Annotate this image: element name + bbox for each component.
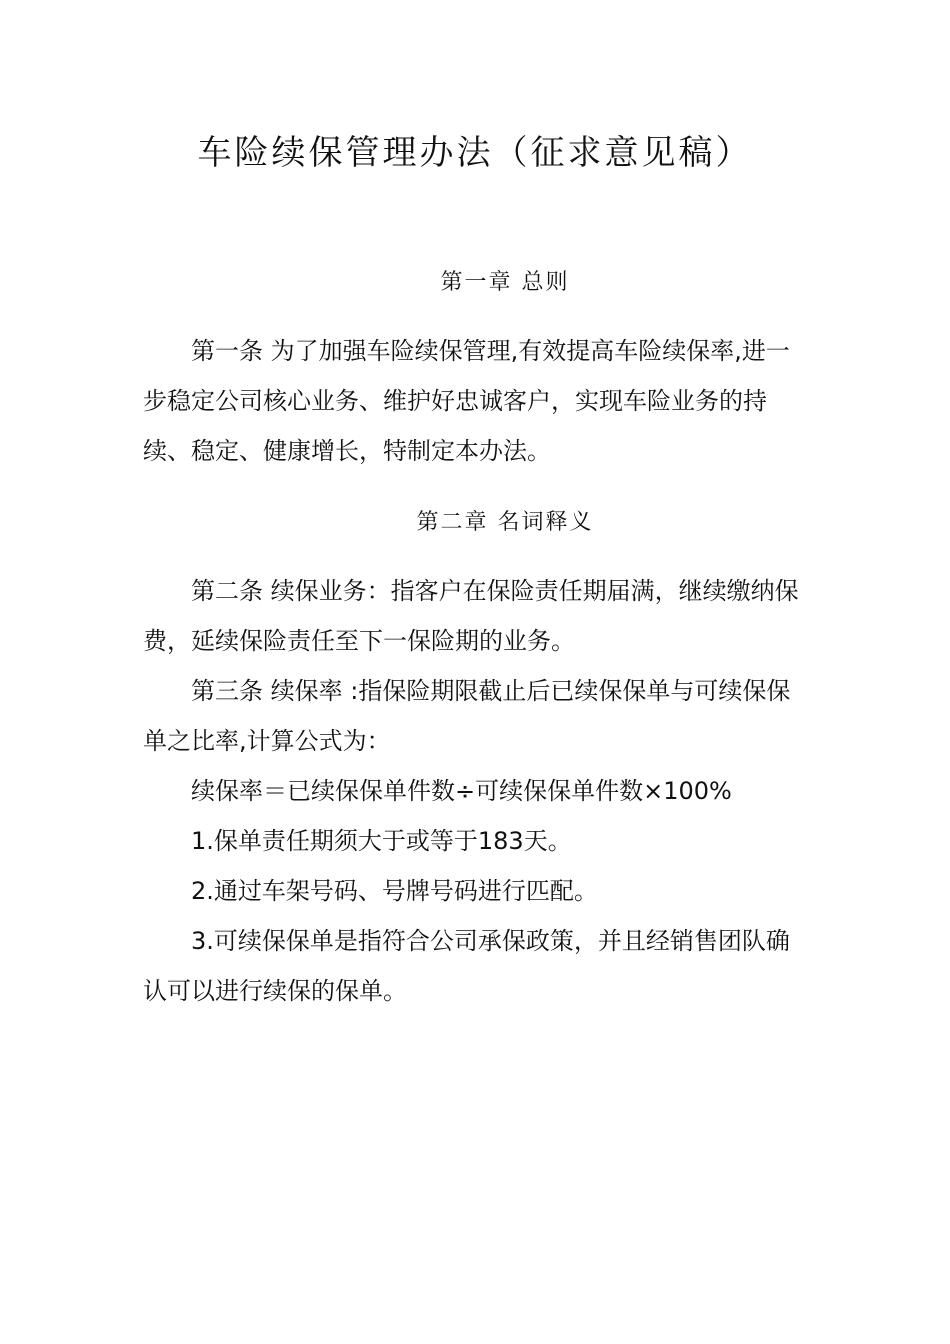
article-3-paragraph: 第三条 续保率 :指保险期限截止后已续保保单与可续保保单之比率,计算公式为： <box>143 677 791 755</box>
article-1-paragraph: 第一条 为了加强车险续保管理,有效提高车险续保率,进一步稳定公司核心业务、维护好忠诚客户，实现车险业务的持续、稳定、健康增长，特制定本办法。 <box>143 337 790 465</box>
renewal-rate-formula: 续保率＝已续保保单件数÷可续保保单件数×100% <box>191 777 732 805</box>
chapter-heading-general: 第一章 总则 <box>440 270 570 295</box>
chapter-heading-definitions: 第二章 名词释义 <box>416 510 594 535</box>
rule-item-1: 1.保单责任期须大于或等于183天。 <box>191 827 572 855</box>
article-2-paragraph: 第二条 续保业务：指客户在保险责任期届满，继续缴纳保费，延续保险责任至下一保险期的业务。 <box>143 577 799 655</box>
document-title: 车险续保管理办法（征求意见稿） <box>197 133 753 173</box>
rule-item-3: 3.可续保保单是指符合公司承保政策，并且经销售团队确认可以进行续保的保单。 <box>143 927 790 1005</box>
rule-item-2: 2.通过车架号码、号牌号码进行匹配。 <box>191 877 598 905</box>
